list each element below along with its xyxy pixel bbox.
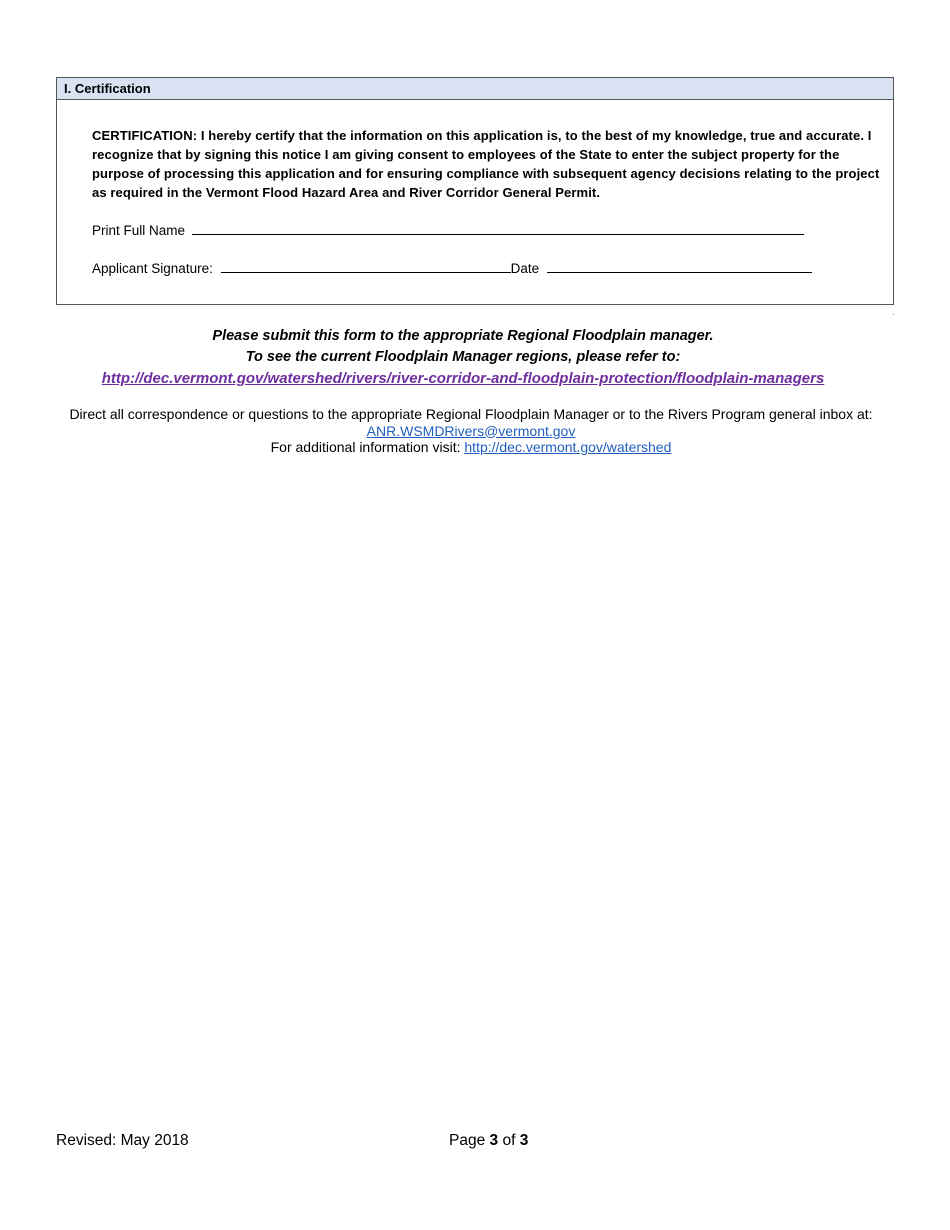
page-prefix: Page [449,1132,486,1149]
contact-info [0,406,942,456]
submit-line-1: Please submit this form to the appropriate Regional Floodplain manager. [212,328,714,344]
page-number [449,1131,528,1151]
signature-row [92,259,812,278]
date-label: Date [510,261,540,276]
info-label: For additional information visit: [270,439,461,455]
submission-instructions [0,326,926,389]
certification-section [56,77,894,305]
signature-label: Applicant Signature: [92,261,213,276]
revised-date: Revised: May 2018 [56,1132,189,1149]
signature-field[interactable] [221,259,511,273]
contact-text: Direct all correspondence or questions to the appropriate Regional Floodplain Manager or to the Rivers Program general inbox at: [69,406,873,422]
email-link[interactable]: ANR.WSMDRivers@vermont.gov [366,422,576,439]
stray-mark [893,314,894,315]
print-name-field[interactable] [192,221,804,235]
date-field[interactable] [547,259,812,273]
watershed-link[interactable]: http://dec.vermont.gov/watershed [464,439,672,455]
page-current: 3 [489,1132,499,1149]
page-total: 3 [519,1132,529,1149]
print-name-label: Print Full Name [92,223,186,238]
print-name-row [92,221,804,240]
certification-statement: CERTIFICATION: I hereby certify that the information on this application is, to the best of my knowledge, true and accurate. I recognize that by signing this notice I am giving consent to employees of the State to enter the subject property for the purpose of processing this application and for ensuring compliance with subsequent agency decisions relating to the project as required in the Vermont Flood Hazard Area and River Corridor General Permit. [92,128,880,200]
submit-line-2: To see the current Floodplain Manager regions, please refer to: [245,349,681,365]
page-of: of [502,1132,516,1149]
floodplain-managers-link[interactable]: http://dec.vermont.gov/watershed/rivers/river-corridor-and-floodplain-protection/floodplain-managers [101,370,825,387]
section-title: I. Certification [57,78,893,100]
